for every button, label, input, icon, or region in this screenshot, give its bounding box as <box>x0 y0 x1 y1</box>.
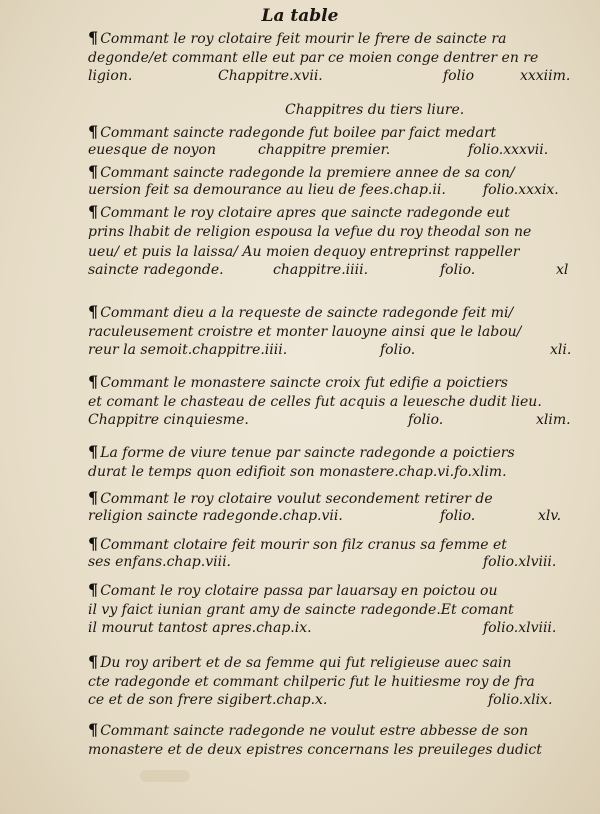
table-entry <box>88 202 588 282</box>
folio-label: folio.xlix. <box>488 692 553 708</box>
entry-line: La forme de viure tenue par saincte radegonde a poictiers <box>100 445 515 461</box>
entry-line: Commant saincte radegonde la premiere annee de sa con/ <box>100 165 515 181</box>
entry-line: prins lhabit de religion espousa la vefue du roy theodal son ne <box>88 224 532 240</box>
table-entry <box>88 720 588 760</box>
entry-line: et comant le chasteau de celles fut acquis a leuesche dudit lieu. <box>88 394 542 410</box>
entry-line: degonde/et commant elle eut par ce moien conge dentrer en re <box>88 50 539 66</box>
entry-line: durat le temps quon edifioit son monastere.chap.vi.fo.xlim. <box>88 464 507 480</box>
table-entry <box>88 442 588 482</box>
entry-line: Commant le roy clotaire feit mourir le frere de saincte ra <box>100 31 507 47</box>
table-entry <box>88 302 588 362</box>
pilcrow-icon: ¶ <box>88 488 99 507</box>
table-entry <box>88 122 588 162</box>
entry-line: ueu/ et puis la laissa/ Au moien dequoy entreprinst rappeller <box>88 244 520 260</box>
pilcrow-icon: ¶ <box>88 580 99 599</box>
entry-line: il mourut tantost apres.chap.ix. <box>88 620 312 636</box>
entry-line: euesque de noyon <box>88 142 216 158</box>
entry-line: Commant le roy clotaire voulut secondement retirer de <box>100 491 493 507</box>
entry-line: Commant clotaire feit mourir son filz cranus sa femme et <box>100 537 507 553</box>
folio-label: folio. <box>440 508 476 524</box>
section-heading: Chappitres du tiers liure. <box>285 102 465 118</box>
pilcrow-icon: ¶ <box>88 372 99 391</box>
entry-line: uersion feit sa demourance au lieu de fees.chap.ii. <box>88 182 446 198</box>
entry-line: religion saincte radegonde.chap.vii. <box>88 508 343 524</box>
folio-number: xlv. <box>538 508 562 524</box>
folio-label: folio. <box>440 262 476 278</box>
chapter-label: chappitre.iiii. <box>273 262 369 278</box>
pilcrow-icon: ¶ <box>88 652 99 671</box>
pilcrow-icon: ¶ <box>88 302 99 321</box>
folio-number: xlim. <box>536 412 571 428</box>
folio-label: folio <box>443 68 474 84</box>
entry-line: Commant saincte radegonde ne voulut estre abbesse de son <box>100 723 529 739</box>
entry-line-end: reur la semoit.chappitre.iiii. <box>88 342 288 358</box>
table-entry <box>88 372 588 432</box>
chapter-label: chappitre premier. <box>258 142 391 158</box>
paper-stain <box>140 770 190 782</box>
pilcrow-icon: ¶ <box>88 720 99 739</box>
table-entry <box>88 488 588 528</box>
folio-label: folio.xlviii. <box>483 554 557 570</box>
entry-line-end: saincte radegonde. <box>88 262 224 278</box>
table-entry <box>88 162 588 202</box>
entry-line: cte radegonde et commant chilperic fut le huitiesme roy de fra <box>88 674 535 690</box>
folio-number: xl <box>556 262 569 278</box>
folio-label: folio.xlviii. <box>483 620 557 636</box>
entry-line-end: ligion. <box>88 68 133 84</box>
folio-label: folio. <box>380 342 416 358</box>
pilcrow-icon: ¶ <box>88 28 99 47</box>
pilcrow-icon: ¶ <box>88 534 99 553</box>
entry-line: Commant saincte radegonde fut boilee par faict medart <box>100 125 497 141</box>
folio-label: folio. <box>408 412 444 428</box>
entry-line: monastere et de deux epistres concernans les preuileges dudict <box>88 742 542 758</box>
folio-label: folio.xxxvii. <box>468 142 549 158</box>
entry-line: Du roy aribert et de sa femme qui fut religieuse auec sain <box>100 655 512 671</box>
folio-number: xli. <box>550 342 572 358</box>
chapter-label: Chappitre.xvii. <box>218 68 323 84</box>
entry-line: il vy faict iunian grant amy de saincte radegonde.Et comant <box>88 602 514 618</box>
entry-line: Commant le roy clotaire apres que saincte radegonde eut <box>100 205 510 221</box>
folio-label: folio.xxxix. <box>483 182 559 198</box>
entry-line: ce et de son frere sigibert.chap.x. <box>88 692 328 708</box>
folio-number: xxxiim. <box>520 68 571 84</box>
pilcrow-icon: ¶ <box>88 442 99 461</box>
pilcrow-icon: ¶ <box>88 162 99 181</box>
table-entry <box>88 28 588 88</box>
folio-row <box>88 68 588 88</box>
entry-line: Commant le monastere saincte croix fut edifie a poictiers <box>100 375 508 391</box>
table-entry <box>88 534 588 574</box>
pilcrow-icon: ¶ <box>88 122 99 141</box>
page-header: La table <box>261 6 339 26</box>
entry-line: ses enfans.chap.viii. <box>88 554 231 570</box>
pilcrow-icon: ¶ <box>88 202 99 221</box>
entry-line: raculeusement croistre et monter lauoyne ainsi que le labou/ <box>88 324 522 340</box>
table-entry <box>88 652 588 712</box>
entry-line: Comant le roy clotaire passa par lauarsay en poictou ou <box>100 583 498 599</box>
entry-line-end: Chappitre cinquiesme. <box>88 412 249 428</box>
entry-line: Commant dieu a la requeste de saincte radegonde feit mi/ <box>100 305 514 321</box>
table-entry <box>88 580 588 640</box>
